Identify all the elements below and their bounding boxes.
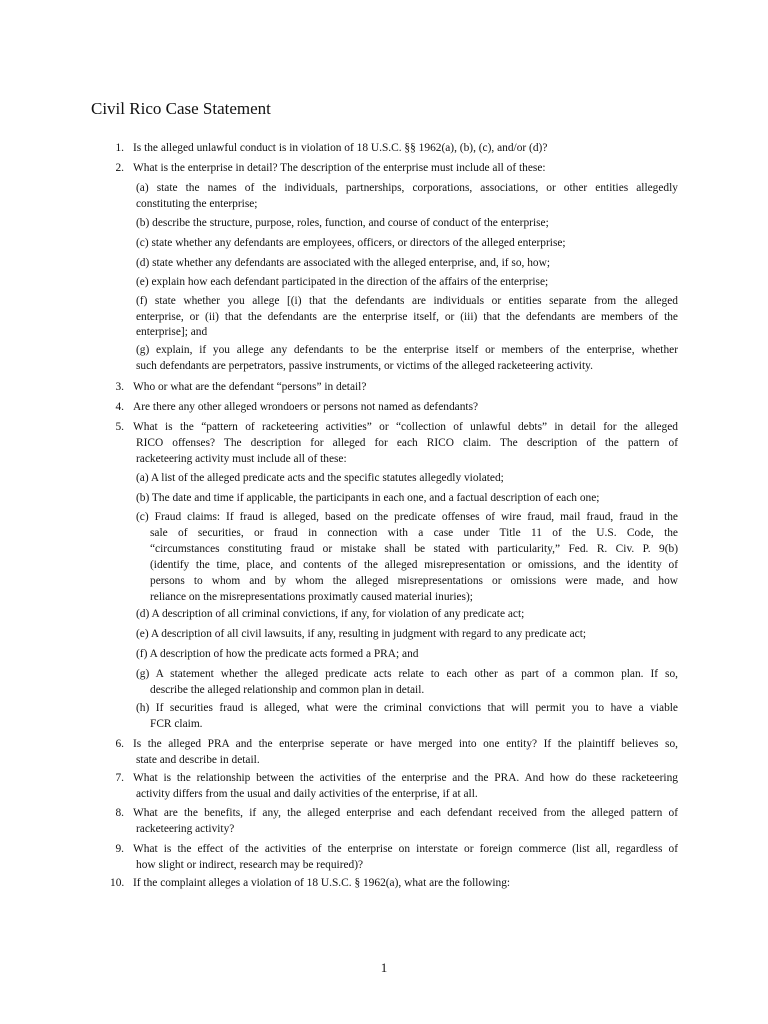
sub-item-text-line: FCR claim. — [150, 718, 203, 730]
sub-item-text-line: (identify the time, place, and contents of the alleged misrepresentation or omissions, and the identity of — [150, 559, 678, 571]
question-number: 6. — [115, 738, 124, 750]
question-text-line: Is the alleged unlawful conduct is in violation of 18 U.S.C. §§ 1962(a), (b), (c), and/or (d)? — [133, 142, 548, 154]
sub-item-text-line: (a) state the names of the individuals, partnerships, corporations, associations, or other entities allegedly — [136, 182, 678, 194]
sub-item-text-line: (d) state whether any defendants are associated with the alleged enterprise, and, if so, how; — [136, 257, 551, 269]
question-number: 3. — [115, 381, 124, 393]
question-text-line: how slight or indirect, research may be required)? — [136, 859, 364, 871]
sub-item-text-line: “circumstances constituting fraud or mistake shall be stated with particularity,” Fed. R. Civ. P. 9(b) — [150, 543, 678, 555]
sub-item-text-line: (e) A description of all civil lawsuits, if any, resulting in judgment with regard to any predicate act; — [136, 628, 587, 640]
question-text-line: Are there any other alleged wrondoers or persons not named as defendants? — [133, 401, 479, 413]
question-text-line: racketeering activity must include all of these: — [136, 453, 347, 465]
question-text-line: Who or what are the defendant “persons” in detail? — [133, 381, 367, 393]
sub-item-text-line: (f) A description of how the predicate acts formed a PRA; and — [136, 648, 419, 660]
sub-item-text-line: (d) A description of all criminal convictions, if any, for violation of any predicate act; — [136, 608, 525, 620]
question-text-line: If the complaint alleges a violation of 18 U.S.C. § 1962(a), what are the following: — [133, 877, 511, 889]
question-number: 1. — [115, 142, 124, 154]
sub-item-text-line: enterprise, or (ii) that the defendants are the enterprise itself, or (iii) that the defendants are members of the — [136, 311, 678, 323]
sub-item-text-line: (g) explain, if you allege any defendants to be the enterprise itself or members of the enterprise, whether — [136, 344, 678, 356]
sub-item-text-line: persons to whom and by whom the alleged misrepresentations or omissions were made, and how — [150, 575, 678, 587]
question-text-line: Is the alleged PRA and the enterprise seperate or have merged into one entity? If the plaintiff believes so, — [133, 738, 678, 750]
sub-item-text-line: (g) A statement whether the alleged predicate acts relate to each other as part of a common plan. If so, — [136, 668, 678, 680]
question-text-line: What is the enterprise in detail? The description of the enterprise must include all of these: — [133, 162, 546, 174]
page-number: 1 — [380, 960, 388, 975]
sub-item-text-line: (b) The date and time if applicable, the participants in each one, and a factual description of each one; — [136, 492, 600, 504]
question-text-line: activity differs from the usual and daily activities of the enterprise, if at all. — [136, 788, 478, 800]
question-text-line: What is the “pattern of racketeering activities” or “collection of unlawful debts” in detail for the alleged — [133, 421, 678, 433]
sub-item-text-line: enterprise]; and — [136, 326, 208, 338]
question-number: 7. — [115, 772, 124, 784]
sub-item-text-line: constituting the enterprise; — [136, 198, 258, 210]
question-text-line: What is the relationship between the activities of the enterprise and the PRA. And how do these racketeering — [133, 772, 678, 784]
sub-item-text-line: (e) explain how each defendant participated in the direction of the affairs of the enterprise; — [136, 276, 549, 288]
sub-item-text-line: (c) state whether any defendants are employees, officers, or directors of the alleged enterprise; — [136, 237, 566, 249]
question-number: 2. — [115, 162, 124, 174]
document-title: Civil Rico Case Statement — [91, 99, 271, 118]
sub-item-text-line: sale of securities, or fraud in connection with a case under Title 11 of the U.S. Code, the — [150, 527, 678, 539]
sub-item-text-line: (h) If securities fraud is alleged, what were the criminal convictions that will permit you to have a viable — [136, 702, 678, 714]
question-text-line: RICO offenses? The description for alleged for each RICO claim. The description of the pattern of — [136, 437, 678, 449]
question-number: 8. — [115, 807, 124, 819]
sub-item-text-line: (b) describe the structure, purpose, roles, function, and course of conduct of the enterprise; — [136, 217, 549, 229]
question-number: 4. — [115, 401, 124, 413]
sub-item-text-line: reliance on the misrepresentations proximatly caused material inuries); — [150, 591, 473, 603]
sub-item-text-line: such defendants are perpetrators, passive instruments, or victims of the alleged racketeering activity. — [136, 360, 593, 372]
question-text-line: racketeering activity? — [136, 823, 235, 835]
question-number: 10. — [110, 877, 125, 889]
sub-item-text-line: (a) A list of the alleged predicate acts and the specific statutes allegedly violated; — [136, 472, 504, 484]
question-text-line: What is the effect of the activities of the enterprise on interstate or foreign commerce (list all, regardless of — [133, 843, 678, 855]
sub-item-text-line: (f) state whether you allege [(i) that the defendants are individuals or entities separate from the alleged — [136, 295, 678, 307]
sub-item-text-line: describe the alleged relationship and common plan in detail. — [150, 684, 425, 696]
question-text-line: state and describe in detail. — [136, 754, 260, 766]
question-number: 5. — [115, 421, 124, 433]
question-number: 9. — [115, 843, 124, 855]
sub-item-text-line: (c) Fraud claims: If fraud is alleged, based on the predicate offenses of wire fraud, mail fraud, fraud in the — [136, 511, 678, 523]
question-text-line: What are the benefits, if any, the alleged enterprise and each defendant received from the alleged pattern of — [133, 807, 678, 819]
